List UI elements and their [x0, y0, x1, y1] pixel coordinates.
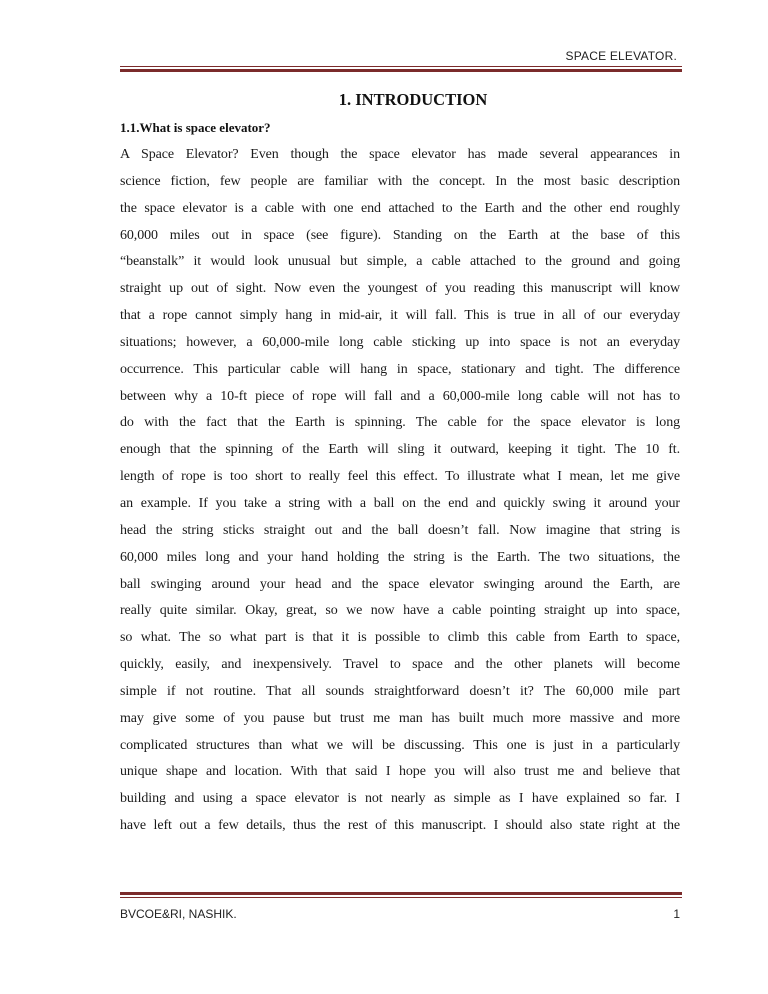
body-line: really quite similar. Okay, great, so we now have a cable pointing straight up into space,: [120, 603, 680, 619]
body-line: may give some of you pause but trust me man has built much more massive and more: [120, 710, 680, 726]
body-line: enough that the spinning of the Earth will sling it outward, keeping it tight. The 10 ft.: [120, 442, 680, 458]
body-line: length of rope is too short to really feel this effect. To illustrate what I mean, let me give: [120, 469, 680, 485]
body-line: simple if not routine. That all sounds straightforward doesn’t it? The 60,000 mile part: [120, 683, 680, 699]
body-line: building and using a space elevator is not nearly as simple as I have explained so far. I: [120, 791, 680, 807]
footer-institution: BVCOE&RI, NASHIK.: [120, 907, 237, 921]
body-line: ball swinging around your head and the space elevator swinging around the Earth, are: [120, 576, 680, 592]
body-line: unique shape and location. With that said I hope you will also trust me and believe that: [120, 764, 680, 780]
body-line: an example. If you take a string with a ball on the end and quickly swing it around your: [120, 495, 680, 511]
body-line: science fiction, few people are familiar with the concept. In the most basic description: [120, 173, 680, 189]
body-line: so what. The so what part is that it is possible to climb this cable from Earth to space,: [120, 630, 680, 646]
header-rule-thick: [120, 69, 682, 72]
section-heading: 1.1.What is space elevator?: [120, 120, 271, 135]
body-line: head the string sticks straight out and the ball doesn’t fall. Now imagine that string is: [120, 522, 680, 538]
footer-rule-thin: [120, 897, 682, 898]
body-line: A Space Elevator? Even though the space elevator has made several appearances in: [120, 147, 680, 162]
body-line: occurrence. This particular cable will hang in space, stationary and tight. The difference: [120, 361, 680, 377]
body-line: 60,000 miles long and your hand holding the string is the Earth. The two situations, the: [120, 549, 680, 565]
body-line: complicated structures than what we will be discussing. This one is just in a particularly: [120, 737, 680, 753]
body-line: quickly, easily, and inexpensively. Travel to space and the other planets will become: [120, 657, 680, 673]
body-line: “beanstalk” it would look unusual but simple, a cable attached to the ground and going: [120, 254, 680, 270]
body-line: that a rope cannot simply hang in mid-air, it will fall. This is true in all of our everyday: [120, 308, 680, 324]
body-line: between why a 10-ft piece of rope will fall and a 60,000-mile long cable will not has to: [120, 388, 680, 404]
chapter-title: 1. INTRODUCTION: [338, 90, 488, 109]
footer-rule-thick: [120, 892, 682, 895]
header-rule-thin: [120, 66, 682, 67]
body-line: do with the fact that the Earth is spinning. The cable for the space elevator is long: [120, 415, 680, 431]
body-line: 60,000 miles out in space (see figure). Standing on the Earth at the base of this: [120, 227, 680, 243]
body-line: straight up out of sight. Now even the youngest of you reading this manuscript will know: [120, 281, 680, 297]
running-header: SPACE ELEVATOR.: [565, 49, 677, 63]
body-paragraph: [120, 146, 680, 844]
body-line: situations; however, a 60,000-mile long cable sticking up into space is not an everyday: [120, 334, 680, 350]
body-line: have left out a few details, thus the rest of this manuscript. I should also state right at the: [120, 818, 680, 834]
page-number: 1: [673, 907, 680, 921]
body-line: the space elevator is a cable with one end attached to the Earth and the other end roughly: [120, 200, 680, 216]
